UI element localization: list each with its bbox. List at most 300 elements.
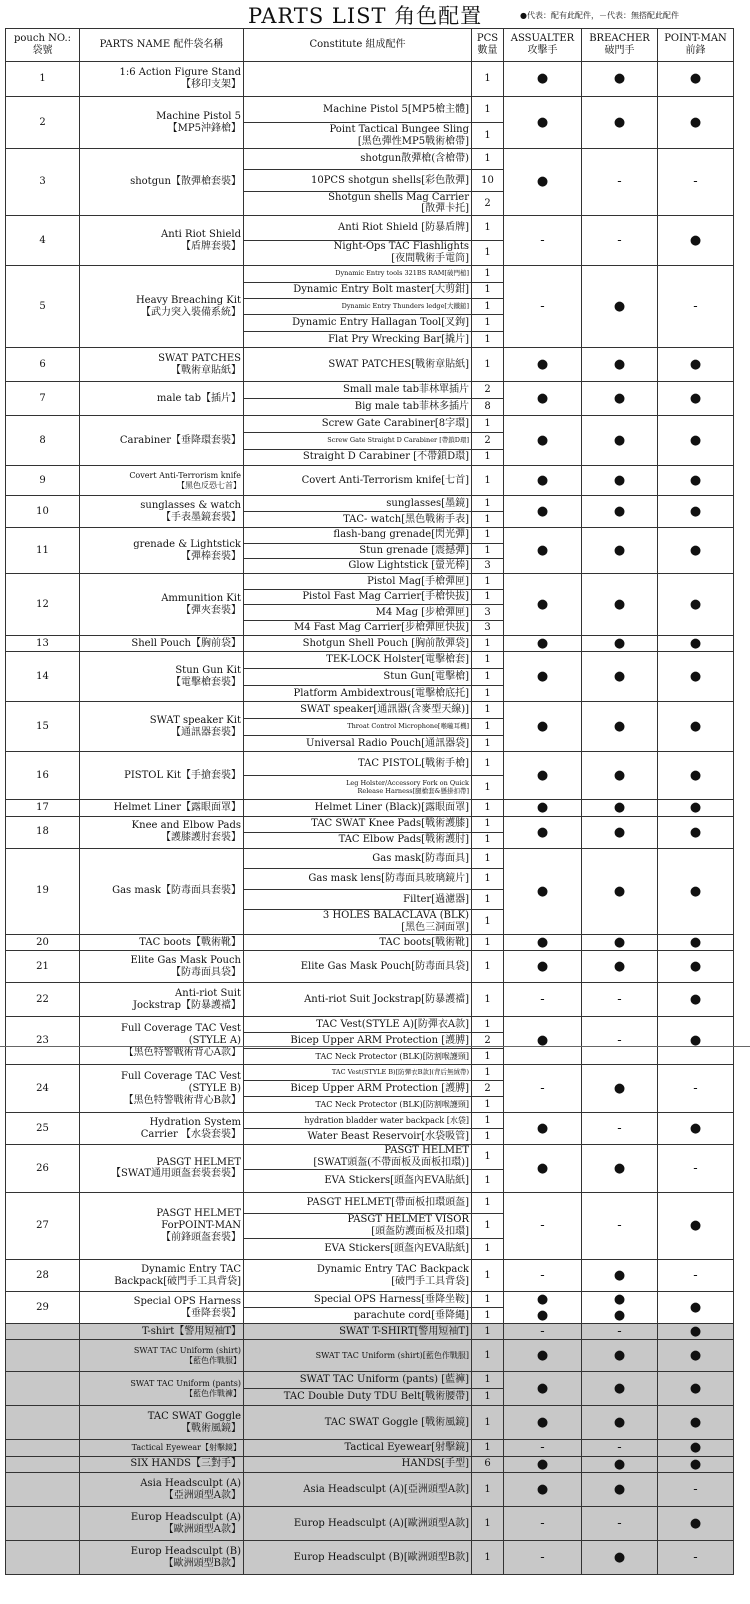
assaulter-mark: ● xyxy=(504,1456,582,1472)
table-row xyxy=(6,1456,734,1472)
assaulter-mark: - xyxy=(504,1440,582,1456)
table-row xyxy=(6,416,734,433)
constitute-cell: Dynamic Entry Bolt master[大剪鉗] xyxy=(244,282,472,298)
constitute-cell: TAC boots[戰術靴] xyxy=(244,934,472,950)
parts-name-cell: SWAT speaker Kit 【通訊器套裝】 xyxy=(80,702,244,752)
pcs-cell: 3 xyxy=(472,605,504,621)
pointman-mark: ● xyxy=(658,416,734,466)
table-row xyxy=(6,934,734,950)
pcs-cell: 1 xyxy=(472,1406,504,1440)
constitute-cell: PASGT HELMET [SWAT頭盔(不帶面板及面板扣環)] xyxy=(244,1145,472,1170)
table-row xyxy=(6,1507,734,1541)
breacher-mark: - xyxy=(582,1192,658,1259)
assaulter-mark: - xyxy=(504,1065,582,1113)
pouch-number-cell xyxy=(6,1473,80,1507)
constitute-cell: Leg Holster/Accessory Fork on Quick Release Harness[腿槍套&懸掛扣帶] xyxy=(244,776,472,800)
breacher-mark: - xyxy=(582,1113,658,1145)
pcs-cell: 1 xyxy=(472,1049,504,1065)
constitute-cell: Bicep Upper ARM Protection [護膊] xyxy=(244,1081,472,1097)
breacher-mark: ● xyxy=(582,800,658,816)
pcs-cell: 1 xyxy=(472,702,504,719)
pcs-cell: 1 xyxy=(472,1541,504,1575)
table-row xyxy=(6,816,734,832)
pointman-mark: ● xyxy=(658,1372,734,1406)
pcs-cell: 1 xyxy=(472,1097,504,1113)
parts-name-cell: Machine Pistol 5 【MP5沖鋒槍】 xyxy=(80,97,244,149)
parts-name-cell: shotgun【散彈槍套裝】 xyxy=(80,149,244,216)
parts-name-cell: male tab【插片】 xyxy=(80,382,244,416)
pouch-number-cell: 6 xyxy=(6,348,80,382)
parts-name-cell: Anti Riot Shield 【盾牌套裝】 xyxy=(80,216,244,266)
pcs-cell: 1 xyxy=(472,1017,504,1033)
pcs-cell: 3 xyxy=(472,558,504,573)
breacher-mark: - xyxy=(582,1440,658,1456)
table-row xyxy=(6,466,734,496)
pointman-mark: ● xyxy=(658,752,734,800)
pointman-mark: ● xyxy=(658,702,734,752)
constitute-cell: Europ Headsculpt (A)[歐洲頭型A款] xyxy=(244,1507,472,1541)
pcs-cell: 1 xyxy=(472,1129,504,1145)
pcs-cell: 1 xyxy=(472,1440,504,1456)
pouch-number-cell: 20 xyxy=(6,934,80,950)
assaulter-mark: ● xyxy=(504,934,582,950)
constitute-cell: Shotgun Shell Pouch [胸前散彈袋] xyxy=(244,636,472,652)
pointman-mark: ● xyxy=(658,62,734,97)
parts-table xyxy=(5,28,734,1575)
pointman-mark: ● xyxy=(658,216,734,266)
assaulter-mark: ● xyxy=(504,574,582,636)
pointman-mark: - xyxy=(658,1065,734,1113)
pcs-cell: 1 xyxy=(472,543,504,558)
parts-name-cell: grenade & Lightstick 【彈棒套裝】 xyxy=(80,528,244,574)
pcs-cell: 1 xyxy=(472,1065,504,1081)
assaulter-mark: ● xyxy=(504,702,582,752)
assaulter-mark: ● ● xyxy=(504,1292,582,1324)
assaulter-mark: ● xyxy=(504,816,582,848)
constitute-cell: Tactical Eyewear[射擊鏡] xyxy=(244,1440,472,1456)
parts-name-cell: T-shirt【警用短袖T】 xyxy=(80,1324,244,1340)
pouch-number-cell: 12 xyxy=(6,574,80,636)
breacher-mark: ● xyxy=(582,1260,658,1292)
constitute-cell: TAC Vest(STYLE A)[防彈衣A款] xyxy=(244,1017,472,1033)
breacher-mark: - xyxy=(582,149,658,216)
constitute-cell: Screw Gate Carabiner[8字環] xyxy=(244,416,472,433)
pcs-cell: 3 xyxy=(472,620,504,636)
pointman-mark: - xyxy=(658,1260,734,1292)
pcs-cell: 1 xyxy=(472,832,504,848)
pouch-number-cell: 3 xyxy=(6,149,80,216)
parts-name-cell: Europ Headsculpt (A) 【歐洲頭型A款】 xyxy=(80,1507,244,1541)
table-row xyxy=(6,1541,734,1575)
pouch-number-cell: 7 xyxy=(6,382,80,416)
constitute-cell: Platform Ambidextrous[電擊槍底托] xyxy=(244,685,472,702)
assaulter-mark: ● xyxy=(504,848,582,934)
pcs-cell: 1 xyxy=(472,1340,504,1372)
breacher-mark: ● xyxy=(582,951,658,983)
assaulter-mark: - xyxy=(504,216,582,266)
table-row xyxy=(6,652,734,669)
constitute-cell xyxy=(244,62,472,97)
pouch-number-cell: 13 xyxy=(6,636,80,652)
assaulter-mark: ● xyxy=(504,652,582,702)
parts-name-cell: Knee and Elbow Pads 【護膝護肘套裝】 xyxy=(80,816,244,848)
pcs-cell: 1 xyxy=(472,123,504,149)
constitute-cell: Flat Pry Wrecking Bar[撬片] xyxy=(244,331,472,347)
pcs-cell: 2 xyxy=(472,1081,504,1097)
pouch-number-cell: 14 xyxy=(6,652,80,702)
constitute-cell: parachute cord[垂降繩] xyxy=(244,1308,472,1324)
assaulter-mark: ● xyxy=(504,62,582,97)
breacher-mark: ● xyxy=(582,528,658,574)
table-body xyxy=(6,62,734,1575)
pcs-cell: 1 xyxy=(472,636,504,652)
pointman-mark: ● xyxy=(658,636,734,652)
col-constitute: Constitute 組成配件 xyxy=(244,29,472,62)
pcs-cell: 1 xyxy=(472,241,504,266)
pouch-number-cell: 24 xyxy=(6,1065,80,1113)
pointman-mark: ● xyxy=(658,983,734,1017)
pcs-cell: 1 xyxy=(472,1324,504,1340)
table-row xyxy=(6,1324,734,1340)
constitute-cell: Night-Ops TAC Flashlights [夜間戰術手電筒] xyxy=(244,241,472,266)
assaulter-mark: ● xyxy=(504,1372,582,1406)
pouch-number-cell: 28 xyxy=(6,1260,80,1292)
constitute-cell: Dynamic Entry Hallagan Tool[叉鉤] xyxy=(244,315,472,331)
col-parts-name: PARTS NAME 配件袋名稱 xyxy=(80,29,244,62)
pcs-cell: 8 xyxy=(472,399,504,416)
constitute-cell: Screw Gate Straight D Carabiner [帶鎖D環] xyxy=(244,432,472,449)
constitute-cell: Helmet Liner (Black)[露眼面罩] xyxy=(244,800,472,816)
constitute-cell: PASGT HELMET[帶面板扣環頭盔] xyxy=(244,1192,472,1213)
pointman-mark: ● xyxy=(658,1440,734,1456)
pointman-mark: ● xyxy=(658,1324,734,1340)
pcs-cell: 1 xyxy=(472,97,504,123)
table-row xyxy=(6,62,734,97)
assaulter-mark: - xyxy=(504,266,582,348)
parts-name-cell: Carabiner【垂降環套裝】 xyxy=(80,416,244,466)
parts-name-cell: Shell Pouch【胸前袋】 xyxy=(80,636,244,652)
parts-name-cell: Ammunition Kit 【彈夾套裝】 xyxy=(80,574,244,636)
breacher-mark: ● ● xyxy=(582,1292,658,1324)
table-row xyxy=(6,636,734,652)
pcs-cell: 1 xyxy=(472,466,504,496)
pointman-mark: ● xyxy=(658,382,734,416)
constitute-cell: Asia Headsculpt (A)[亞洲頭型A款] xyxy=(244,1473,472,1507)
table-row xyxy=(6,266,734,282)
breacher-mark: - xyxy=(582,983,658,1017)
pcs-cell: 10 xyxy=(472,170,504,191)
table-row xyxy=(6,1440,734,1456)
pcs-cell: 1 xyxy=(472,1260,504,1292)
assaulter-mark: ● xyxy=(504,1340,582,1372)
constitute-cell: Special OPS Harness[垂降坐鞍] xyxy=(244,1292,472,1308)
breacher-mark: ● xyxy=(582,382,658,416)
parts-name-cell: 1:6 Action Figure Stand 【移印支架】 xyxy=(80,62,244,97)
assaulter-mark: ● xyxy=(504,348,582,382)
pointman-mark: - xyxy=(658,1145,734,1193)
constitute-cell: Dynamic Entry TAC Backpack [破門手工具背袋] xyxy=(244,1260,472,1292)
parts-name-cell: Tactical Eyewear【射擊鏡】 xyxy=(80,1440,244,1456)
pointman-mark: - xyxy=(658,1473,734,1507)
pcs-cell: 1 xyxy=(472,1192,504,1213)
pointman-mark: ● xyxy=(658,348,734,382)
breacher-mark: - xyxy=(582,1324,658,1340)
pcs-cell: 1 xyxy=(472,816,504,832)
col-pcs: PCS 數量 xyxy=(472,29,504,62)
assaulter-mark: ● xyxy=(504,1473,582,1507)
parts-name-cell: sunglasses & watch 【手表墨鏡套裝】 xyxy=(80,496,244,528)
table-row xyxy=(6,1473,734,1507)
col-breacher: BREACHER 破門手 xyxy=(582,29,658,62)
pouch-number-cell xyxy=(6,1456,80,1472)
breacher-mark: ● xyxy=(582,348,658,382)
parts-name-cell: SIX HANDS【三對手】 xyxy=(80,1456,244,1472)
table-row xyxy=(6,752,734,776)
constitute-cell: TAC Vest(STYLE B)[防彈衣B款](背后無絨帶) xyxy=(244,1065,472,1081)
pcs-cell: 1 xyxy=(472,735,504,752)
breacher-mark: ● xyxy=(582,1145,658,1193)
pointman-mark: ● xyxy=(658,1192,734,1259)
constitute-cell: TAC- watch[黑色戰術手表] xyxy=(244,512,472,528)
pcs-cell: 1 xyxy=(472,848,504,869)
pouch-number-cell: 18 xyxy=(6,816,80,848)
parts-name-cell: SWAT TAC Uniform (pants) 【藍色作戰褲】 xyxy=(80,1372,244,1406)
constitute-cell: hydration bladder water backpack [水袋] xyxy=(244,1113,472,1129)
constitute-cell: SWAT TAC Uniform (pants) [藍褲] xyxy=(244,1372,472,1389)
constitute-cell: Throat Control Microphone[喉嚨耳機] xyxy=(244,719,472,736)
pcs-cell: 1 xyxy=(472,652,504,669)
constitute-cell: Dynamic Entry Thunders ledge[大鐵鎚] xyxy=(244,299,472,315)
parts-name-cell: Gas mask【防毒面具套裝】 xyxy=(80,848,244,934)
table-row xyxy=(6,496,734,512)
constitute-cell: Shotgun shells Mag Carrier [散彈卡托] xyxy=(244,191,472,216)
table-row xyxy=(6,1145,734,1170)
breacher-mark: ● xyxy=(582,702,658,752)
header xyxy=(0,0,750,28)
table-row xyxy=(6,1065,734,1081)
constitute-cell: TEK-LOCK Holster[電擊槍套] xyxy=(244,652,472,669)
pcs-cell: 1 xyxy=(472,1145,504,1170)
pcs-cell: 1 xyxy=(472,776,504,800)
constitute-cell: TAC Elbow Pads[戰術護肘] xyxy=(244,832,472,848)
pcs-cell: 2 xyxy=(472,191,504,216)
pcs-cell: 1 xyxy=(472,331,504,347)
pcs-cell: 1 xyxy=(472,1372,504,1389)
breacher-mark: ● xyxy=(582,752,658,800)
pointman-mark: ● xyxy=(658,848,734,934)
constitute-cell: Small male tab菲林單插片 xyxy=(244,382,472,399)
assaulter-mark: ● xyxy=(504,1113,582,1145)
table-row xyxy=(6,1372,734,1389)
constitute-cell: Glow Lightstick [螢光棒] xyxy=(244,558,472,573)
pcs-cell: 1 xyxy=(472,449,504,466)
pcs-cell: 1 xyxy=(472,62,504,97)
pointman-mark: ● xyxy=(658,1017,734,1065)
assaulter-mark: ● xyxy=(504,752,582,800)
constitute-cell: TAC SWAT Knee Pads[戰術護膝] xyxy=(244,816,472,832)
pcs-cell: 1 xyxy=(472,496,504,512)
pcs-cell: 1 xyxy=(472,574,504,590)
parts-name-cell: Full Coverage TAC Vest (STYLE A) 【黑色特警戰術背心A款】 xyxy=(80,1017,244,1065)
breacher-mark: - xyxy=(582,216,658,266)
breacher-mark: ● xyxy=(582,636,658,652)
pcs-cell: 1 xyxy=(472,1169,504,1192)
pcs-cell: 1 xyxy=(472,416,504,433)
constitute-cell: Dynamic Entry tools 321BS RAM[破門槌] xyxy=(244,266,472,282)
pcs-cell: 1 xyxy=(472,869,504,890)
pouch-number-cell xyxy=(6,1324,80,1340)
pouch-number-cell: 16 xyxy=(6,752,80,800)
assaulter-mark: - xyxy=(504,1541,582,1575)
assaulter-mark: ● xyxy=(504,466,582,496)
table-row xyxy=(6,149,734,170)
assaulter-mark: - xyxy=(504,1324,582,1340)
parts-name-cell: Full Coverage TAC Vest (STYLE B) 【黑色特警戰術背心B款】 xyxy=(80,1065,244,1113)
parts-name-cell: TAC SWAT Goggle 【戰術風鏡】 xyxy=(80,1406,244,1440)
pouch-number-cell: 1 xyxy=(6,62,80,97)
pouch-number-cell: 17 xyxy=(6,800,80,816)
pouch-number-cell: 25 xyxy=(6,1113,80,1145)
breacher-mark: ● xyxy=(582,62,658,97)
parts-name-cell: Stun Gun Kit 【電擊槍套裝】 xyxy=(80,652,244,702)
constitute-cell: flash-bang grenade[閃光彈] xyxy=(244,528,472,543)
pcs-cell: 1 xyxy=(472,299,504,315)
constitute-cell: Machine Pistol 5[MP5槍主體] xyxy=(244,97,472,123)
parts-name-cell: Anti-riot Suit Jockstrap【防暴護襠】 xyxy=(80,983,244,1017)
pcs-cell: 1 xyxy=(472,1214,504,1239)
constitute-cell: Pistol Fast Mag Carrier[手槍快拔] xyxy=(244,589,472,605)
pcs-cell: 1 xyxy=(472,719,504,736)
constitute-cell: M4 Fast Mag Carrier[步槍彈匣快拔] xyxy=(244,620,472,636)
pointman-mark: ● xyxy=(658,1340,734,1372)
parts-name-cell: SWAT TAC Uniform (shirt) 【藍色作戰服】 xyxy=(80,1340,244,1372)
breacher-mark: ● xyxy=(582,1456,658,1472)
assaulter-mark: ● xyxy=(504,1017,582,1065)
constitute-cell: Gas mask[防毒面具] xyxy=(244,848,472,869)
pcs-cell: 2 xyxy=(472,382,504,399)
table-row xyxy=(6,1192,734,1213)
breacher-mark: ● xyxy=(582,1372,658,1406)
pouch-number-cell xyxy=(6,1440,80,1456)
constitute-cell: HANDS[手型] xyxy=(244,1456,472,1472)
pointman-mark: ● xyxy=(658,652,734,702)
pointman-mark: ● xyxy=(658,951,734,983)
assaulter-mark: - xyxy=(504,983,582,1017)
pointman-mark: - xyxy=(658,149,734,216)
pouch-number-cell xyxy=(6,1340,80,1372)
pcs-cell: 1 xyxy=(472,685,504,702)
pouch-number-cell: 4 xyxy=(6,216,80,266)
pouch-number-cell: 5 xyxy=(6,266,80,348)
constitute-cell: TAC Neck Protector (BLK)[防割喉護頸] xyxy=(244,1049,472,1065)
assaulter-mark: ● xyxy=(504,1145,582,1193)
pointman-mark: ● xyxy=(658,1292,734,1324)
constitute-cell: Big male tab菲林多插片 xyxy=(244,399,472,416)
pouch-number-cell: 2 xyxy=(6,97,80,149)
pointman-mark: ● xyxy=(658,466,734,496)
parts-name-cell: Hydration System Carrier 【水袋套裝】 xyxy=(80,1113,244,1145)
pointman-mark: ● xyxy=(658,1113,734,1145)
constitute-cell: Anti Riot Shield [防暴盾牌] xyxy=(244,216,472,241)
pcs-cell: 1 xyxy=(472,282,504,298)
pouch-number-cell: 26 xyxy=(6,1145,80,1193)
legend: ●代表：配有此配件，－代表：無搭配此配件 xyxy=(520,11,679,20)
pointman-mark: ● xyxy=(658,1406,734,1440)
pouch-number-cell: 22 xyxy=(6,983,80,1017)
pcs-cell: 1 xyxy=(472,348,504,382)
pouch-number-cell: 11 xyxy=(6,528,80,574)
pointman-mark: ● xyxy=(658,800,734,816)
pcs-cell: 1 xyxy=(472,266,504,282)
breacher-mark: ● xyxy=(582,1541,658,1575)
pcs-cell: 1 xyxy=(472,1389,504,1406)
constitute-cell: Stun grenade [震撼彈] xyxy=(244,543,472,558)
breacher-mark: - xyxy=(582,1507,658,1541)
table-row xyxy=(6,951,734,983)
parts-name-cell: Europ Headsculpt (B) 【歐洲頭型B款】 xyxy=(80,1541,244,1575)
pcs-cell: 1 xyxy=(472,149,504,170)
table-row xyxy=(6,983,734,1017)
pcs-cell: 6 xyxy=(472,1456,504,1472)
breacher-mark: ● xyxy=(582,416,658,466)
pouch-number-cell: 10 xyxy=(6,496,80,528)
pouch-number-cell: 29 xyxy=(6,1292,80,1324)
assaulter-mark: ● xyxy=(504,800,582,816)
pointman-mark: ● xyxy=(658,574,734,636)
constitute-cell: EVA Stickers[頭盔內EVA貼紙] xyxy=(244,1238,472,1259)
assaulter-mark: ● xyxy=(504,97,582,149)
constitute-cell: Anti-riot Suit Jockstrap[防暴護襠] xyxy=(244,983,472,1017)
pcs-cell: 1 xyxy=(472,1308,504,1324)
constitute-cell: EVA Stickers[頭盔內EVA貼紙] xyxy=(244,1169,472,1192)
pcs-cell: 1 xyxy=(472,216,504,241)
table-row xyxy=(6,216,734,241)
pouch-number-cell: 19 xyxy=(6,848,80,934)
parts-name-cell: Dynamic Entry TAC Backpack[破門手工具背袋] xyxy=(80,1260,244,1292)
constitute-cell: Bicep Upper ARM Protection [護膊] xyxy=(244,1033,472,1049)
assaulter-mark: ● xyxy=(504,1406,582,1440)
constitute-cell: shotgun散彈槍(含槍帶) xyxy=(244,149,472,170)
constitute-cell: Covert Anti-Terrorism knife[七首] xyxy=(244,466,472,496)
pcs-cell: 1 xyxy=(472,1238,504,1259)
pcs-cell: 1 xyxy=(472,934,504,950)
parts-name-cell: Covert Anti-Terrorism knife 【黑色反恐七首】 xyxy=(80,466,244,496)
parts-name-cell: Heavy Breaching Kit 【武力突入裝備系統】 xyxy=(80,266,244,348)
col-pointman: POINT-MAN 前鋒 xyxy=(658,29,734,62)
pouch-number-cell: 21 xyxy=(6,951,80,983)
table-header-row xyxy=(6,29,734,62)
pcs-cell: 1 xyxy=(472,1507,504,1541)
breacher-mark: - xyxy=(582,1017,658,1065)
breacher-mark: ● xyxy=(582,496,658,528)
table-row xyxy=(6,1340,734,1372)
pouch-number-cell xyxy=(6,1541,80,1575)
constitute-cell: SWAT speaker[通訊器(含麥型天線)] xyxy=(244,702,472,719)
breacher-mark: ● xyxy=(582,97,658,149)
pointman-mark: ● xyxy=(658,1456,734,1472)
table-row xyxy=(6,1292,734,1308)
pouch-number-cell xyxy=(6,1372,80,1406)
breacher-mark: ● xyxy=(582,1065,658,1113)
constitute-cell: Straight D Carabiner [不帶鎖D環] xyxy=(244,449,472,466)
pcs-cell: 2 xyxy=(472,432,504,449)
constitute-cell: PASGT HELMET VISOR [頭盔防護面板及扣環] xyxy=(244,1214,472,1239)
assaulter-mark: ● xyxy=(504,951,582,983)
pointman-mark: - xyxy=(658,266,734,348)
pouch-number-cell xyxy=(6,1406,80,1440)
divider-line xyxy=(0,1046,750,1047)
pcs-cell: 1 xyxy=(472,1292,504,1308)
